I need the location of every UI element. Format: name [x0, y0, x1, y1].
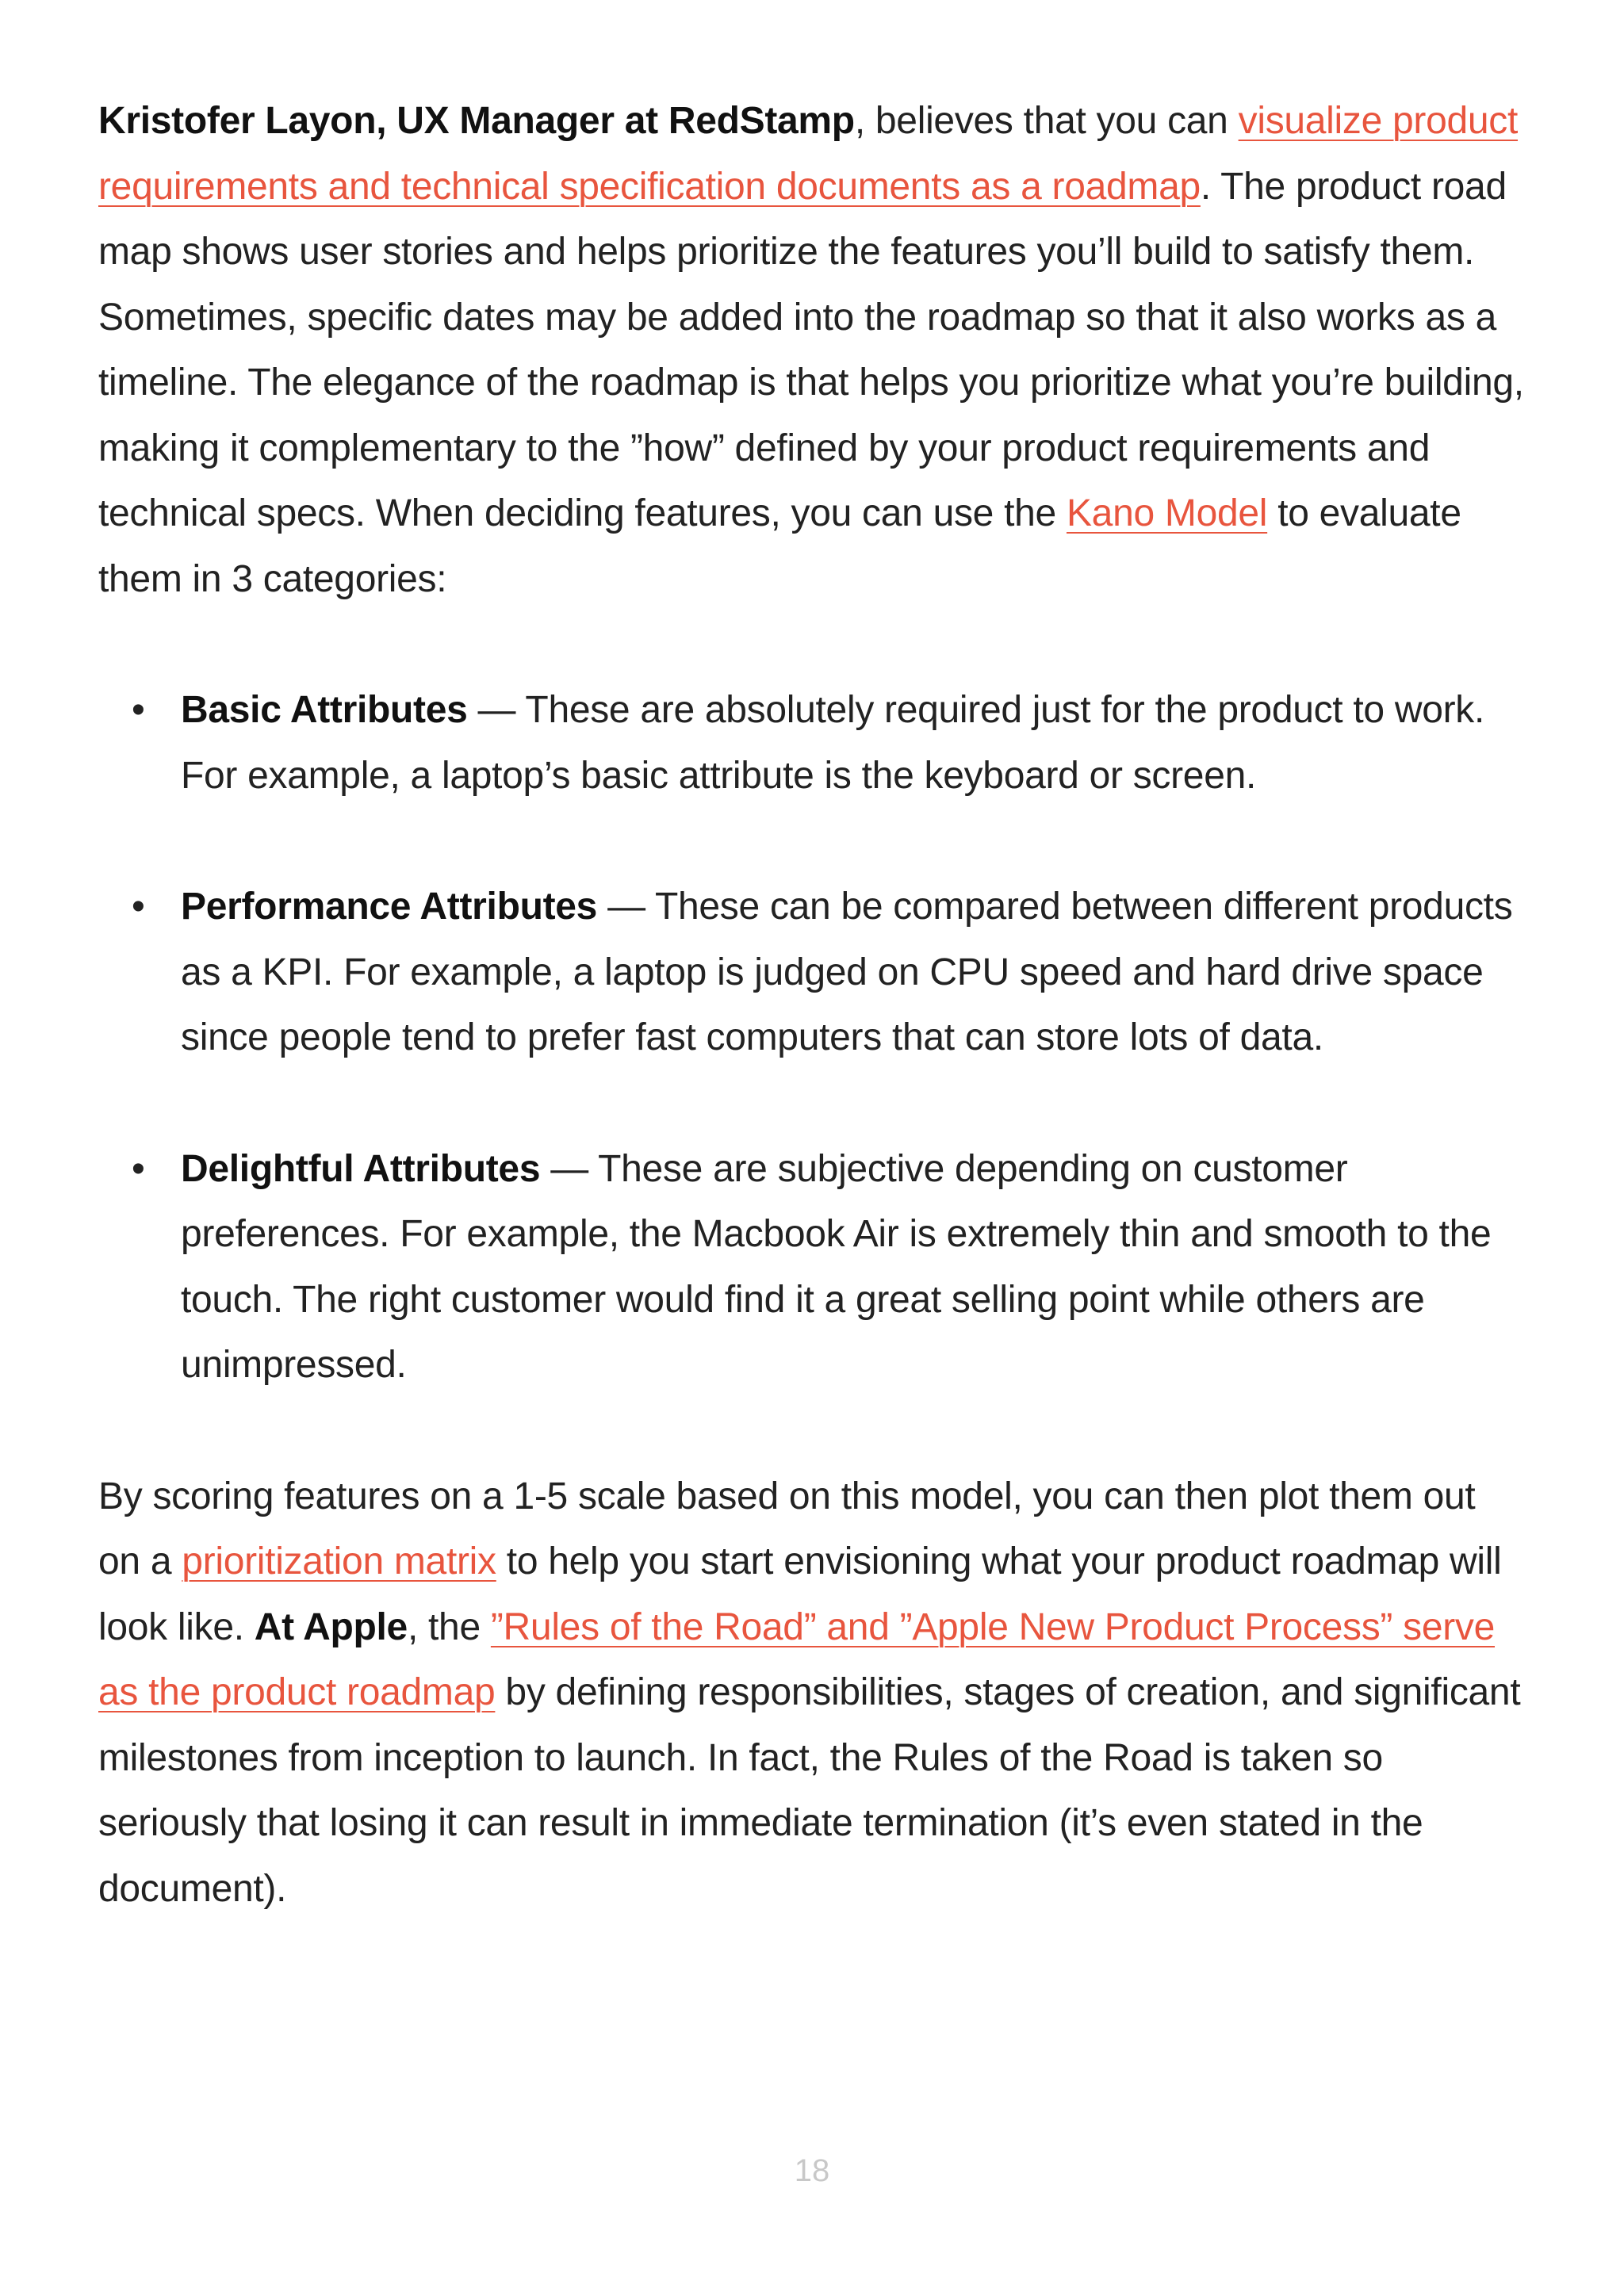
apple-label: At Apple: [254, 1605, 408, 1648]
kano-model-link[interactable]: Kano Model: [1066, 492, 1268, 534]
scoring-text-c: , the: [407, 1605, 491, 1648]
page-content: [98, 89, 1526, 1922]
list-item-text: — These can be compared between different products as a KPI. For example, a laptop is judged on CPU speed and hard drive space since people tend to prefer fast computers that can store lots of data.: [181, 886, 1513, 1058]
intro-text-b: . The product road map shows user stories and helps prioritize the features you’ll build to satisfy them. Sometimes, specific dates may be added into the roadmap so that it also works as a timeline. The elegance of the roadmap is that helps you prioritize what you’re building, making it complementary to the ”how” defined by your product requirements and technical specs. When deciding features, you can use the: [98, 165, 1524, 534]
author-name: Kristofer Layon, UX Manager at RedStamp: [98, 100, 855, 142]
list-item-delightful: [98, 1137, 1526, 1399]
list-item-title: Basic Attributes: [181, 689, 468, 731]
apple-rules-link[interactable]: ”Rules of the Road” and ”Apple New Product Process” serve as the product roadmap: [98, 1605, 1496, 1713]
scoring-text-a: By scoring features on a 1-5 scale based on this model, you can then plot them out on a: [98, 1475, 1476, 1582]
scoring-text-d: by defining responsibilities, stages of creation, and significant milestones from inception to launch. In fact, the Rules of the Road is taken so seriously that losing it can result in immediate termination (it’s even stated in the document).: [98, 1671, 1521, 1910]
list-item-title: Delightful Attributes: [181, 1147, 541, 1190]
bullet-icon: •: [132, 689, 145, 731]
page-number: 18: [794, 2153, 830, 2188]
intro-text-a: , believes that you can: [854, 100, 1239, 142]
bullet-icon: •: [132, 1147, 145, 1190]
intro-paragraph: [98, 89, 1526, 612]
prioritization-matrix-link[interactable]: prioritization matrix: [182, 1540, 496, 1582]
roadmap-link[interactable]: visualize product requirements and technical specification documents as a roadmap: [98, 100, 1519, 208]
bullet-icon: •: [132, 886, 145, 928]
list-item-text: — These are subjective depending on customer preferences. For example, the Macbook Air is extremely thin and smooth to the touch. The right customer would find it a great selling point while others are unimpressed.: [181, 1147, 1492, 1386]
list-item-performance: [98, 874, 1526, 1071]
scoring-text-b: to help you start envisioning what your product roadmap will look like.: [98, 1540, 1502, 1648]
list-item-title: Performance Attributes: [181, 886, 598, 928]
apple-paragraph: [98, 1464, 1526, 1923]
list-item-basic: [98, 678, 1526, 809]
kano-attributes-list: [98, 678, 1526, 1399]
intro-text-c: to evaluate them in 3 categories:: [98, 492, 1461, 600]
list-item-text: — These are absolutely required just for the product to work. For example, a laptop’s basic attribute is the keyboard or screen.: [181, 689, 1485, 797]
